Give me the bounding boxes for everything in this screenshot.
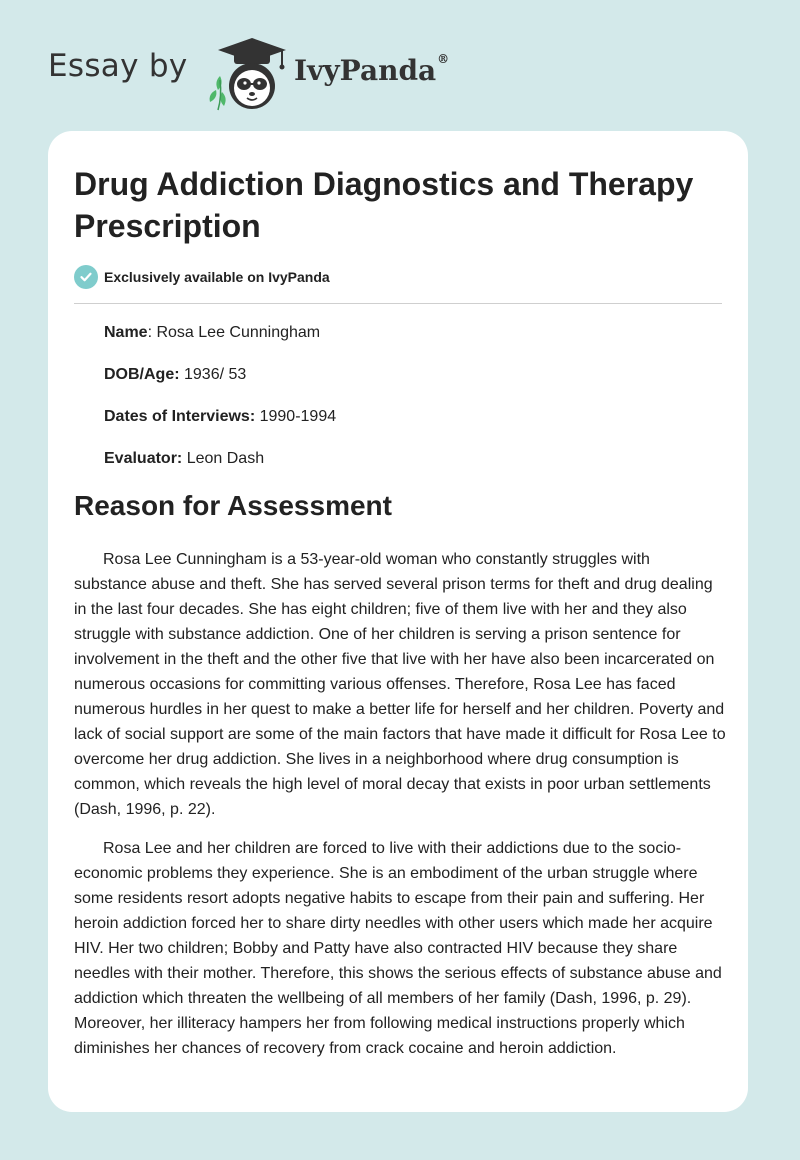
- meta-value: 1990-1994: [255, 408, 337, 425]
- paragraph: Rosa Lee and her children are forced to live with their addictions due to the socio-economic problems they experience. She is an embodiment of the urban struggle where some residents resort adopts negative habits to escape from their pain and suffering. Her heroin addiction forced her to share dirty needles with other users which made her acquire HIV. Her two children; Bobby and Patty have also contracted HIV because they share needles with their mother. Therefore, this shows the serious effects of substance abuse and addiction which threaten the wellbeing of all members of her family (Dash, 1996, p. 29). Moreover, her illiteracy hampers her from following medical instructions properly which diminishes her chances of recovery from crack cocaine and heroin addiction.: [74, 840, 722, 1057]
- meta-evaluator: [104, 447, 704, 489]
- meta-value: : Rosa Lee Cunningham: [147, 324, 321, 341]
- exclusive-label: Exclusively available on IvyPanda: [104, 269, 330, 285]
- exclusive-badge: [74, 265, 330, 289]
- paragraph: Rosa Lee Cunningham is a 53-year-old woman who constantly struggles with substance abuse and theft. She has served several prison terms for theft and drug dealing in the last four decades. She has eight children; five of them live with her and they also struggle with substance addiction. One of her children is serving a prison sentence for involvement in the theft and the other five that live with her have also been incarcerated on numerous occasions for committing various offenses. Therefore, Rosa Lee has faced numerous hurdles in her quest to make a better life for herself and her children. Poverty and lack of social support are some of the main factors that have made it difficult for Rosa Lee to overcome her drug addiction. She lives in a neighborhood where drug consumption is common, which reveals the high level of moral decay that exists in poor urban settlements (Dash, 1996, p. 22).: [74, 551, 726, 818]
- meta-dob-age: [104, 363, 704, 405]
- site-header: [48, 32, 748, 112]
- brand-name[interactable]: [294, 54, 449, 87]
- meta-interview-dates: [104, 405, 704, 447]
- divider: [74, 303, 722, 304]
- meta-label: DOB/Age:: [104, 366, 180, 383]
- essay-card: [48, 131, 748, 1112]
- meta-value: 1936/ 53: [179, 366, 247, 383]
- section-heading: Reason for Assessment: [74, 490, 392, 521]
- ivypanda-logo-icon[interactable]: [200, 36, 292, 112]
- essay-by-label: Essay by: [48, 48, 188, 84]
- essay-title: Drug Addiction Diagnostics and Therapy Prescription: [74, 166, 694, 244]
- meta-name: [104, 321, 704, 363]
- check-circle-icon: [74, 265, 98, 289]
- brand-label: IvyPanda: [294, 54, 437, 87]
- meta-value: Leon Dash: [182, 450, 265, 467]
- metadata-list: [104, 321, 704, 489]
- essay-body: [74, 547, 726, 1075]
- meta-label: Name: [104, 324, 148, 341]
- trademark-symbol: ®: [437, 52, 450, 66]
- meta-label: Dates of Interviews:: [104, 408, 256, 425]
- meta-label: Evaluator:: [104, 450, 183, 467]
